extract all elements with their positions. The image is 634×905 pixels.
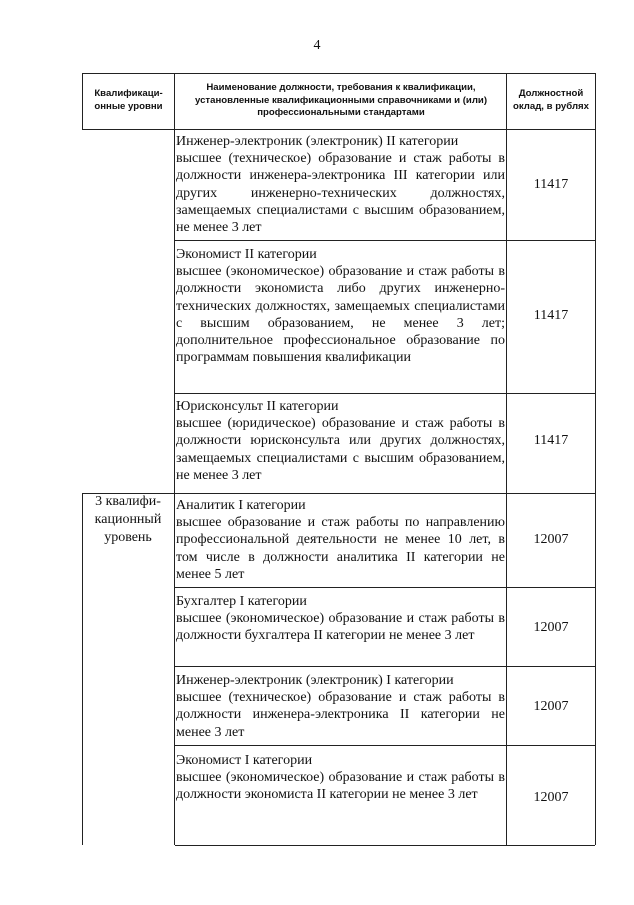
salary-value: 12007 — [533, 699, 569, 714]
column-divider-left-outer — [82, 73, 83, 129]
salary-value: 11417 — [533, 177, 569, 192]
salary-value: 12007 — [533, 790, 569, 805]
position-title: Аналитик I категории — [176, 498, 306, 513]
position-requirements: высшее (экономическое) образование и стаж работы в должности экономиста II категории не менее 3 лет — [176, 770, 505, 803]
header-bottom-border — [82, 129, 595, 130]
header-levels: Квалификаци-онные уровни — [94, 88, 163, 112]
table-row-text — [176, 672, 505, 741]
position-requirements: высшее (техническое) образование и стаж работы в должности инженера-электроника III категории или других инженерно-технических должностях, замещаемых специалистами с высшим образованием, не менее 3 лет — [176, 151, 505, 236]
header-salary: Должностной оклад, в рублях — [513, 88, 589, 112]
position-title: Инженер-электроник (электроник) I категории — [176, 673, 454, 688]
table-row-text — [176, 133, 505, 236]
position-requirements: высшее (юридическое) образование и стаж работы в должности юрисконсульта или других должностях, замещаемых специалистами с высшим образованием, не менее 3 лет — [176, 416, 505, 483]
row-divider — [175, 393, 595, 394]
position-requirements: высшее (техническое) образование и стаж работы в должности инженера-электроника II категории не менее 3 лет — [176, 690, 505, 740]
column-divider-2 — [506, 73, 507, 845]
position-title: Бухгалтер I категории — [176, 594, 307, 609]
table-row-text — [176, 398, 505, 484]
position-requirements: высшее (экономическое) образование и стаж работы в должности бухгалтера II категории не менее 3 лет — [176, 611, 505, 644]
position-title: Инженер-электроник (электроник) II категории — [176, 134, 459, 149]
table-row-text — [176, 752, 505, 804]
table-row-text — [176, 497, 505, 583]
position-title: Экономист I категории — [176, 753, 313, 768]
column-divider-right-outer — [595, 73, 596, 845]
position-requirements: высшее (экономическое) образование и стаж работы в должности экономиста либо других инженерно-технических должностях, замещаемых специалистами с высшим образованием, не менее 3 лет; дополнительное профессиональное образование по программам повышения квалификации — [176, 264, 505, 366]
table-border-bottom — [175, 845, 595, 846]
salary-value: 11417 — [533, 308, 569, 323]
salary-value: 11417 — [533, 433, 569, 448]
column-divider-1 — [174, 73, 175, 845]
position-title: Юрисконсульт II категории — [176, 399, 339, 414]
salary-value: 12007 — [533, 620, 569, 635]
position-title: Экономист II категории — [176, 247, 317, 262]
row-divider — [175, 745, 595, 746]
row-divider — [175, 240, 595, 241]
qualification-level-3: 3 квалифи-кационный уровень — [94, 494, 162, 545]
header-position-requirements: Наименование должности, требования к квалификации, установленные квалификационными справочниками и (или) профессиональными стандартами — [194, 82, 488, 119]
salary-value: 12007 — [533, 532, 569, 547]
position-requirements: высшее образование и стаж работы по направлению профессиональной деятельности не менее 10 лет, в том числе в должности аналитика II категории не менее 5 лет — [176, 515, 505, 582]
row-divider — [175, 587, 595, 588]
table-row-text — [176, 593, 505, 645]
table-row-text — [176, 246, 505, 366]
row-divider — [175, 666, 595, 667]
page-number: 4 — [313, 38, 321, 53]
